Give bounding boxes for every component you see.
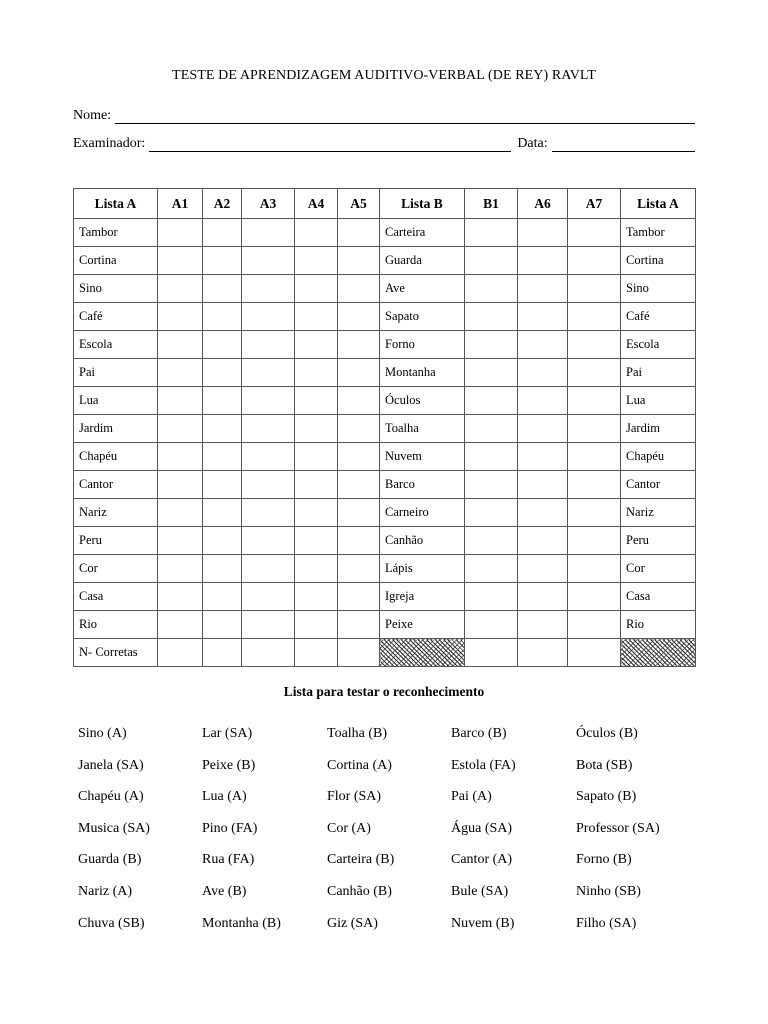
score-cell[interactable] [203,471,242,499]
score-cell[interactable] [295,443,338,471]
list-b-word: Guarda [380,247,465,275]
score-cell[interactable] [203,359,242,387]
score-cell[interactable] [203,415,242,443]
list-a-word: Chapéu [621,443,696,471]
score-cell[interactable] [295,499,338,527]
score-cell[interactable] [242,415,295,443]
score-cell[interactable] [295,331,338,359]
score-cell[interactable] [518,415,568,443]
total-cell[interactable] [203,639,242,667]
score-cell[interactable] [568,303,621,331]
score-cell[interactable] [568,555,621,583]
totals-row [74,639,696,667]
list-a-word: Cortina [621,247,696,275]
column-header: Lista A [74,189,158,219]
score-cell[interactable] [203,583,242,611]
column-header: A6 [518,189,568,219]
score-cell[interactable] [338,303,380,331]
score-cell[interactable] [518,331,568,359]
recognition-title: Lista para testar o reconhecimento [283,684,485,699]
table-row [74,247,696,275]
list-b-word: Sapato [380,303,465,331]
examiner-field[interactable] [149,137,511,152]
score-cell[interactable] [568,359,621,387]
list-a-word: Lua [74,387,158,415]
score-cell[interactable] [242,303,295,331]
score-cell[interactable] [203,611,242,639]
ravlt-score-table [73,188,696,667]
score-cell[interactable] [158,387,203,415]
score-cell[interactable] [465,359,518,387]
list-a-word: Cantor [621,471,696,499]
score-cell[interactable] [568,331,621,359]
hatched-cell [380,639,465,667]
score-cell[interactable] [518,555,568,583]
score-cell[interactable] [158,359,203,387]
recognition-word: Toalha (B) [327,726,388,741]
table-row [74,219,696,247]
table-row [74,443,696,471]
score-cell[interactable] [242,275,295,303]
score-cell[interactable] [158,331,203,359]
total-cell[interactable] [465,639,518,667]
column-header: A5 [338,189,380,219]
score-cell[interactable] [295,303,338,331]
score-cell[interactable] [465,583,518,611]
list-a-word: Cantor [74,471,158,499]
score-cell[interactable] [518,471,568,499]
name-label: Nome: [73,108,112,123]
score-cell[interactable] [518,611,568,639]
score-cell[interactable] [158,219,203,247]
score-cell[interactable] [338,247,380,275]
score-cell[interactable] [518,303,568,331]
column-header: B1 [465,189,518,219]
list-a-word: Tambor [621,219,696,247]
score-cell[interactable] [465,415,518,443]
score-cell[interactable] [465,471,518,499]
list-a-word: Casa [74,583,158,611]
list-b-word: Carneiro [380,499,465,527]
table-row [74,611,696,639]
recognition-word: Musica (SA) [78,820,150,836]
score-cell[interactable] [242,555,295,583]
list-a-word: Peru [74,527,158,555]
score-cell[interactable] [568,247,621,275]
score-cell[interactable] [338,219,380,247]
score-cell[interactable] [338,471,380,499]
recognition-word: Água (SA) [451,820,513,836]
list-a-word: Rio [621,611,696,639]
score-cell[interactable] [568,583,621,611]
total-cell[interactable] [295,639,338,667]
list-b-word: Igreja [380,583,465,611]
list-b-word: Nuvem [380,443,465,471]
score-cell[interactable] [158,443,203,471]
document-title: TESTE DE APRENDIZAGEM AUDITIVO-VERBAL (DE REY) RAVLT [172,68,596,83]
score-cell[interactable] [518,443,568,471]
score-cell[interactable] [203,527,242,555]
score-cell[interactable] [568,443,621,471]
score-cell[interactable] [295,247,338,275]
score-cell[interactable] [568,527,621,555]
score-cell[interactable] [518,387,568,415]
table-row [74,415,696,443]
total-cell[interactable] [518,639,568,667]
recognition-word: Lua (A) [202,789,247,805]
list-a-word: Jardim [621,415,696,443]
examiner-label: Examinador: [73,136,146,151]
total-cell[interactable] [338,639,380,667]
list-b-word: Montanha [380,359,465,387]
recognition-word: Bule (SA) [451,883,509,899]
table-row [74,387,696,415]
recognition-word: Giz (SA) [327,915,378,931]
score-cell[interactable] [203,331,242,359]
recognition-word: Carteira (B) [327,852,395,868]
list-a-word: Escola [621,331,696,359]
score-cell[interactable] [338,499,380,527]
list-a-word: Chapéu [74,443,158,471]
recognition-word: Bota (SB) [576,757,633,773]
score-cell[interactable] [203,443,242,471]
column-header: A7 [568,189,621,219]
score-cell[interactable] [465,555,518,583]
score-cell[interactable] [158,415,203,443]
score-cell[interactable] [158,611,203,639]
score-cell[interactable] [465,275,518,303]
score-cell[interactable] [338,387,380,415]
recognition-word: Ninho (SB) [576,883,641,899]
score-cell[interactable] [338,611,380,639]
list-a-word: Escola [74,331,158,359]
list-a-word: Tambor [74,219,158,247]
score-cell[interactable] [203,247,242,275]
score-cell[interactable] [518,275,568,303]
score-cell[interactable] [568,471,621,499]
score-cell[interactable] [338,359,380,387]
recognition-word: Lar (SA) [202,726,253,741]
score-cell[interactable] [242,247,295,275]
score-cell[interactable] [295,219,338,247]
list-b-word: Carteira [380,219,465,247]
score-cell[interactable] [465,331,518,359]
score-cell[interactable] [465,499,518,527]
score-cell[interactable] [242,443,295,471]
score-cell[interactable] [295,555,338,583]
list-b-word: Peixe [380,611,465,639]
list-a-word: Café [621,303,696,331]
list-a-word: Sino [74,275,158,303]
list-a-word: Casa [621,583,696,611]
list-a-word: Nariz [621,499,696,527]
score-cell[interactable] [338,527,380,555]
list-a-word: Cor [74,555,158,583]
score-cell[interactable] [203,303,242,331]
score-cell[interactable] [338,555,380,583]
score-cell[interactable] [242,359,295,387]
examiner-date-line [73,132,695,152]
score-cell[interactable] [203,275,242,303]
recognition-word: Cantor (A) [451,852,513,868]
recognition-word: Pino (FA) [202,820,258,836]
list-b-word: Ave [380,275,465,303]
list-a-word: Peru [621,527,696,555]
score-cell[interactable] [568,499,621,527]
table-row [74,359,696,387]
score-cell[interactable] [242,583,295,611]
recognition-word: Rua (FA) [202,852,255,868]
table-row [74,499,696,527]
score-cell[interactable] [465,303,518,331]
score-cell[interactable] [158,555,203,583]
score-cell[interactable] [465,387,518,415]
list-b-word: Toalha [380,415,465,443]
score-cell[interactable] [158,499,203,527]
score-cell[interactable] [242,331,295,359]
recognition-word: Nuvem (B) [451,915,515,931]
score-cell[interactable] [158,583,203,611]
list-b-word: Barco [380,471,465,499]
column-header: A4 [295,189,338,219]
score-cell[interactable] [465,219,518,247]
recognition-word: Montanha (B) [202,915,281,931]
score-cell[interactable] [518,247,568,275]
table-header-row [74,189,696,219]
list-b-word: Lápis [380,555,465,583]
date-label: Data: [517,136,548,151]
recognition-word: Flor (SA) [327,789,382,805]
score-cell[interactable] [568,219,621,247]
score-cell[interactable] [338,275,380,303]
score-cell[interactable] [518,219,568,247]
recognition-word: Sino (A) [78,726,127,741]
score-cell[interactable] [518,359,568,387]
score-cell[interactable] [465,527,518,555]
score-cell[interactable] [295,359,338,387]
recognition-word: Forno (B) [576,852,632,868]
score-cell[interactable] [568,387,621,415]
table-row [74,471,696,499]
score-cell[interactable] [518,499,568,527]
recognition-word: Guarda (B) [78,852,142,868]
score-cell[interactable] [203,555,242,583]
recognition-word: Chapéu (A) [78,789,144,805]
list-a-word: Lua [621,387,696,415]
score-cell[interactable] [295,527,338,555]
column-header: Lista A [621,189,696,219]
score-cell[interactable] [203,499,242,527]
total-cell[interactable] [242,639,295,667]
list-b-word: Forno [380,331,465,359]
list-b-word: Canhão [380,527,465,555]
column-header: A3 [242,189,295,219]
score-cell[interactable] [158,247,203,275]
list-a-word: Nariz [74,499,158,527]
column-header: A2 [203,189,242,219]
score-cell[interactable] [295,275,338,303]
table-row [74,555,696,583]
table-body [74,219,696,667]
recognition-list [78,726,700,947]
score-cell[interactable] [295,471,338,499]
score-cell[interactable] [158,527,203,555]
score-cell[interactable] [242,387,295,415]
total-cell[interactable] [158,639,203,667]
recognition-word: Ave (B) [202,883,247,899]
recognition-word: Filho (SA) [576,915,637,931]
recognition-word: Cortina (A) [327,757,392,773]
score-cell[interactable] [295,387,338,415]
column-header: A1 [158,189,203,219]
score-cell[interactable] [158,303,203,331]
score-cell[interactable] [338,443,380,471]
total-cell[interactable] [568,639,621,667]
list-a-word: Sino [621,275,696,303]
list-a-word: Pai [621,359,696,387]
score-cell[interactable] [242,611,295,639]
column-header: Lista B [380,189,465,219]
name-line [73,104,695,124]
correct-count-label: N- Corretas [74,639,158,667]
score-cell[interactable] [295,415,338,443]
table-row [74,275,696,303]
recognition-word: Chuva (SB) [78,915,145,931]
list-a-word: Pai [74,359,158,387]
score-cell[interactable] [203,219,242,247]
score-cell[interactable] [568,415,621,443]
recognition-word: Pai (A) [451,789,492,805]
name-field[interactable] [115,109,695,124]
score-cell[interactable] [242,499,295,527]
score-cell[interactable] [242,471,295,499]
recognition-word: Nariz (A) [78,883,133,899]
list-a-word: Café [74,303,158,331]
recognition-word: Estola (FA) [451,757,516,773]
score-cell[interactable] [338,331,380,359]
score-cell[interactable] [203,387,242,415]
recognition-word: Óculos (B) [576,726,638,741]
table-row [74,303,696,331]
score-cell[interactable] [158,275,203,303]
table-row [74,331,696,359]
date-field[interactable] [552,137,695,152]
recognition-word: Janela (SA) [78,757,144,773]
score-cell[interactable] [242,527,295,555]
hatched-cell [621,639,696,667]
recognition-word: Sapato (B) [576,789,637,805]
recognition-word: Cor (A) [327,820,371,836]
list-a-word: Cor [621,555,696,583]
score-cell[interactable] [465,247,518,275]
list-a-word: Jardim [74,415,158,443]
list-a-word: Cortina [74,247,158,275]
score-cell[interactable] [568,275,621,303]
table-row [74,583,696,611]
score-cell[interactable] [465,443,518,471]
recognition-word: Professor (SA) [576,820,660,836]
score-cell[interactable] [568,611,621,639]
list-a-word: Rio [74,611,158,639]
score-cell[interactable] [518,527,568,555]
recognition-word: Canhão (B) [327,883,392,899]
score-cell[interactable] [338,415,380,443]
recognition-word: Peixe (B) [202,757,256,773]
score-cell[interactable] [465,611,518,639]
score-cell[interactable] [295,611,338,639]
score-cell[interactable] [338,583,380,611]
score-cell[interactable] [242,219,295,247]
score-cell[interactable] [295,583,338,611]
list-b-word: Óculos [380,387,465,415]
recognition-word: Barco (B) [451,726,507,741]
table-row [74,527,696,555]
score-cell[interactable] [158,471,203,499]
score-cell[interactable] [518,583,568,611]
